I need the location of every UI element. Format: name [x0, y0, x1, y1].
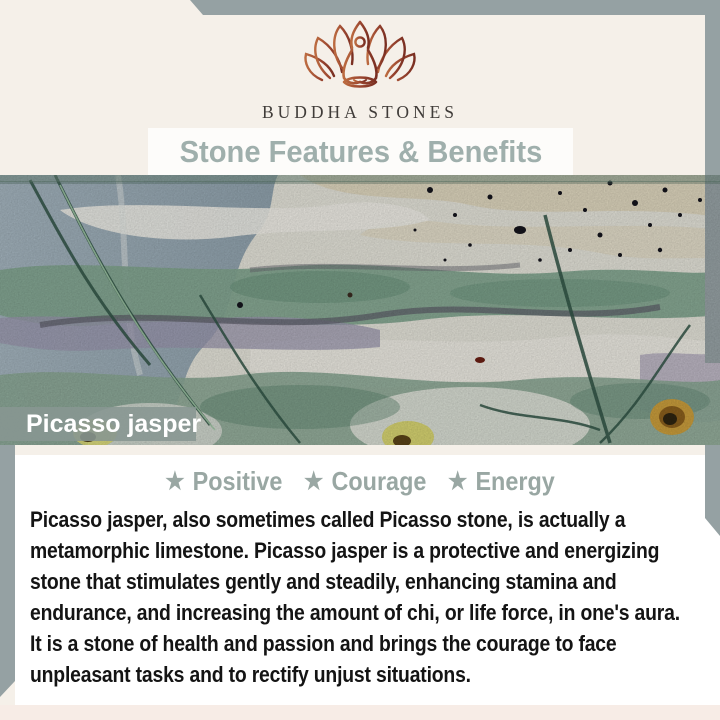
section-banner — [148, 128, 573, 175]
lotus-meditation-logo-icon — [300, 18, 420, 100]
feature-energy — [448, 466, 555, 497]
bottom-accent-strip — [0, 705, 720, 720]
star-icon: ★ — [447, 467, 468, 495]
feature-label: Positive — [192, 466, 283, 496]
feature-courage — [304, 466, 426, 497]
star-icon: ★ — [165, 467, 185, 495]
stone-name-label: Picasso jasper — [0, 407, 196, 441]
top-accent-bar — [190, 0, 720, 15]
feature-label: Energy — [475, 466, 555, 496]
left-accent-stripe — [0, 420, 15, 697]
section-title: Stone Features & Benefits — [179, 133, 542, 169]
feature-label: Courage — [331, 466, 427, 496]
stone-description: Picasso jasper, also sometimes called Picasso stone, is actually a metamorphic limestone. Picasso jasper is a protective and energizing stone that stimulates gently and steadily, enhancing stamina and endurance, and increasing the amount of chi, or life force, in one's aura. It is a stone of health and passion and brings the courage to face unpleasant tasks and to rectify unjust situations. — [30, 507, 680, 687]
star-icon: ★ — [304, 467, 324, 495]
brand-name: BUDDHA STONES — [261, 102, 459, 122]
feature-positive — [165, 466, 282, 497]
feature-list — [36, 466, 684, 497]
picasso-jasper-photo — [0, 175, 720, 445]
